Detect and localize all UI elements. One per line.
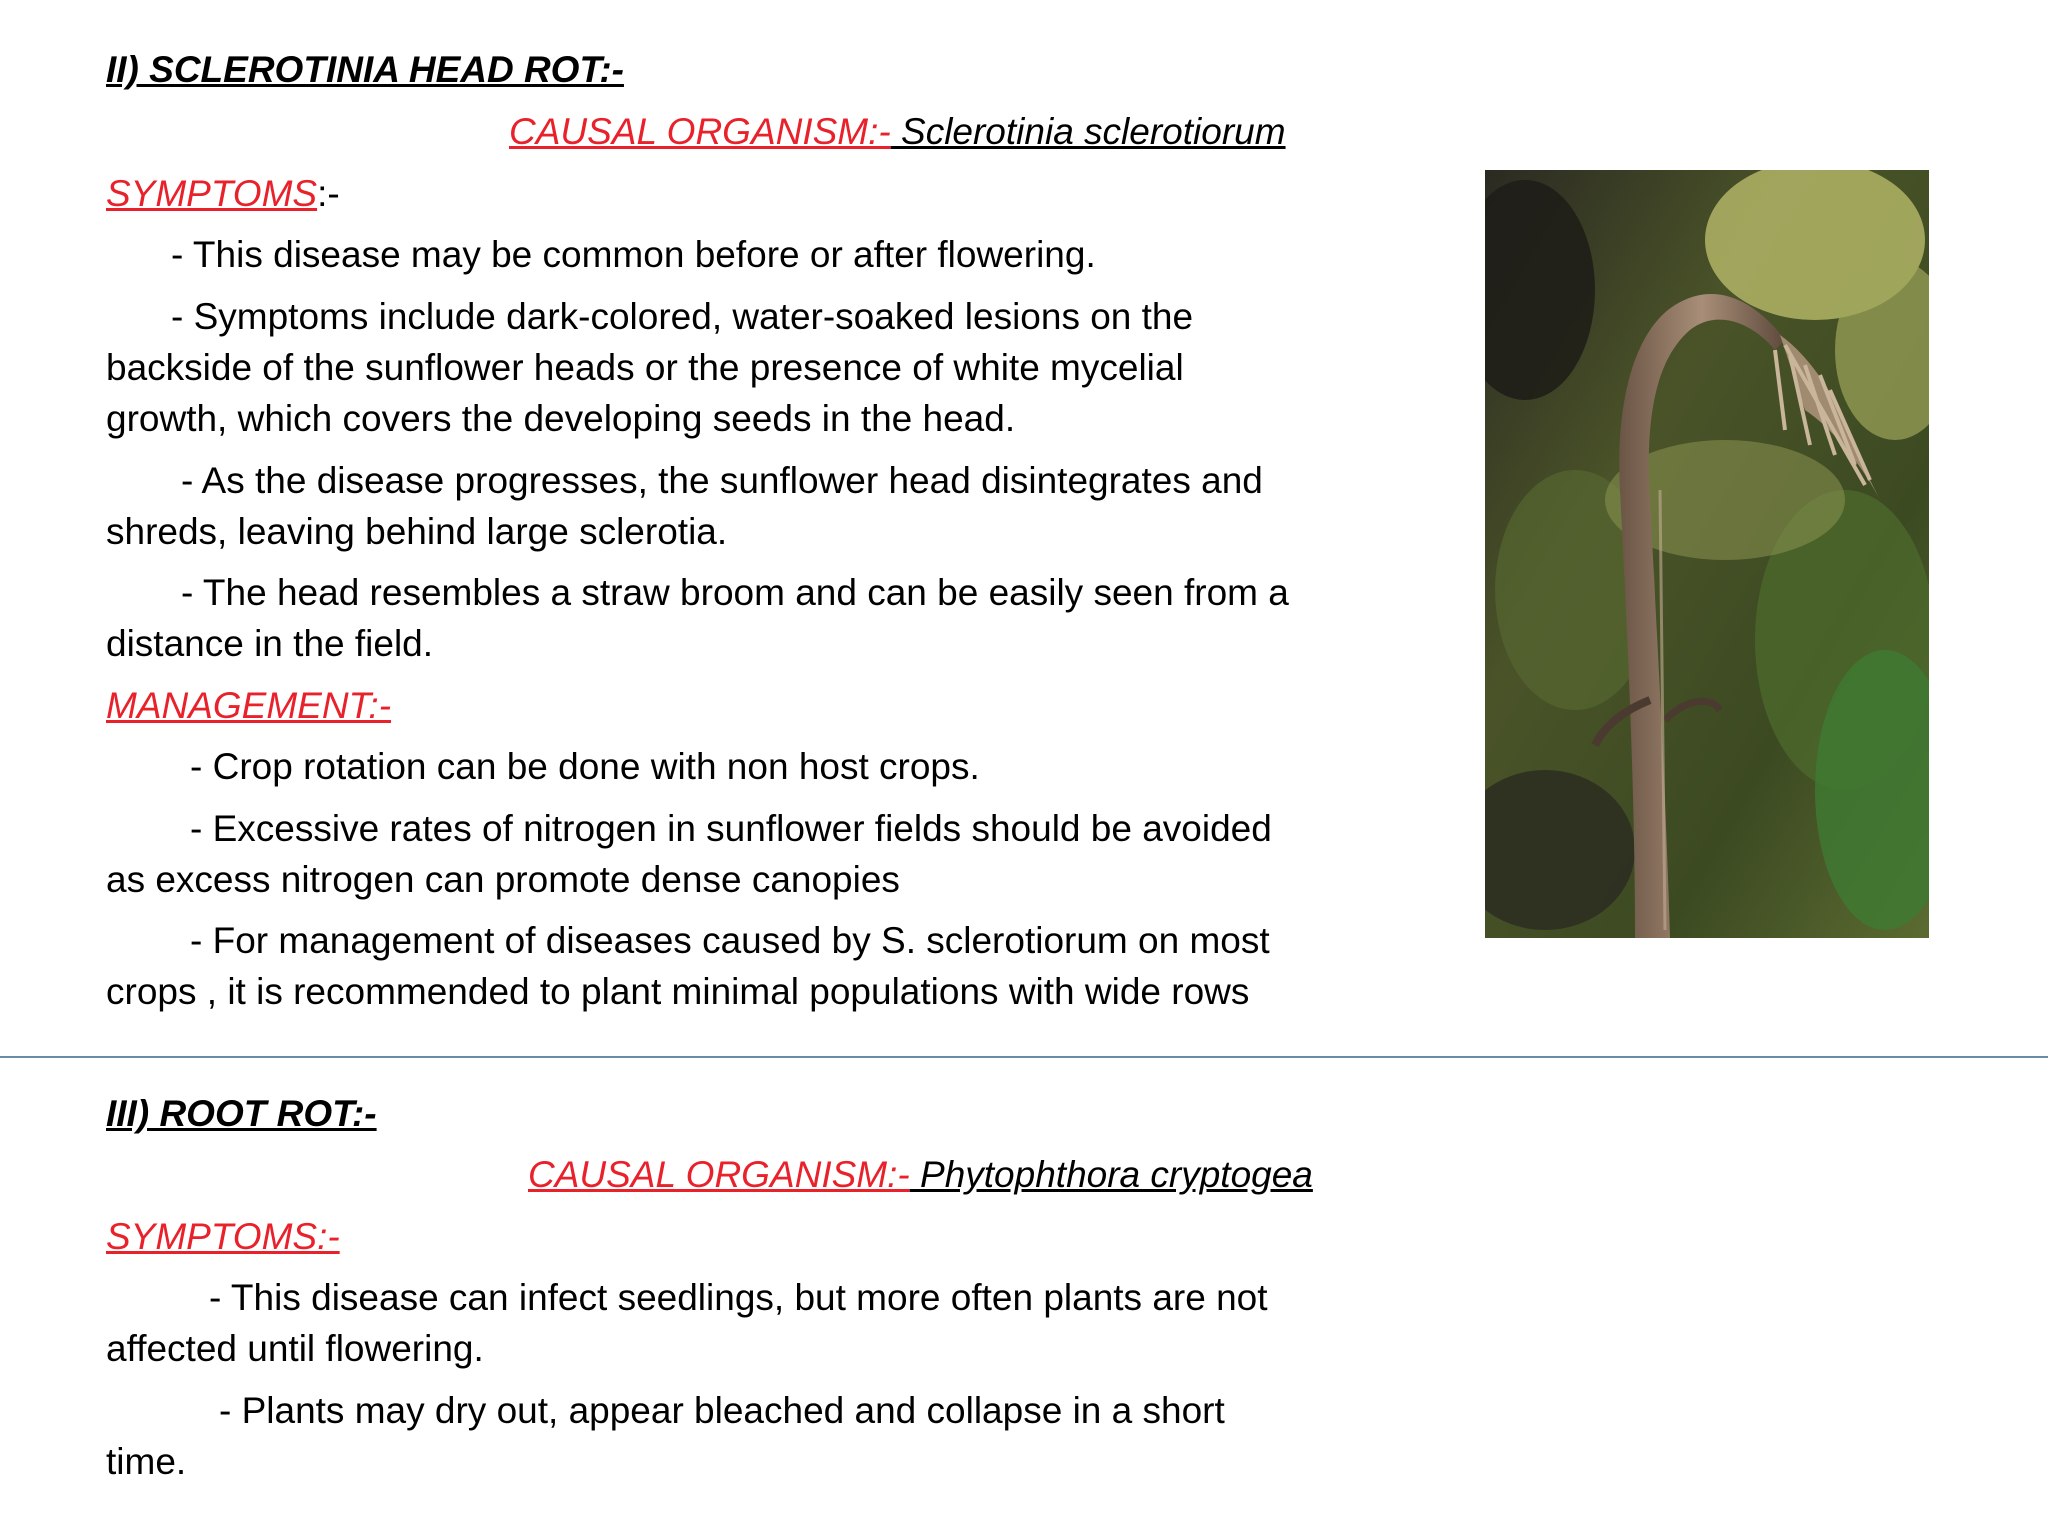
symptom-line: growth, which covers the developing seeds in the head. bbox=[106, 398, 1016, 439]
causal-organism-label: CAUSAL ORGANISM:- bbox=[528, 1154, 910, 1195]
symptom-line: - The head resembles a straw broom and can be easily seen from a bbox=[181, 572, 1289, 613]
sunflower-head-rot-photo bbox=[1485, 170, 1929, 938]
symptom-line: time. bbox=[106, 1441, 187, 1482]
management-line: - Crop rotation can be done with non host crops. bbox=[190, 746, 980, 787]
causal-organism-row bbox=[509, 106, 1286, 158]
management-line: - Excessive rates of nitrogen in sunflower fields should be avoided bbox=[190, 808, 1272, 849]
symptom-line: distance in the field. bbox=[106, 623, 434, 664]
management-line: crops , it is recommended to plant minimal populations with wide rows bbox=[106, 971, 1250, 1012]
slide-divider bbox=[0, 1056, 2048, 1058]
symptom-line: - Plants may dry out, appear bleached and collapse in a short bbox=[219, 1390, 1225, 1431]
symptom-line: affected until flowering. bbox=[106, 1328, 484, 1369]
symptoms-label: SYMPTOMS bbox=[106, 173, 318, 214]
section-heading-head-rot: II) SCLEROTINIA HEAD ROT:- bbox=[106, 49, 624, 90]
causal-organism-row bbox=[528, 1149, 1313, 1201]
symptoms-suffix: :- bbox=[317, 173, 340, 214]
symptom-line: - This disease can infect seedlings, but more often plants are not bbox=[209, 1277, 1268, 1318]
symptoms-label: SYMPTOMS:- bbox=[106, 1216, 340, 1257]
causal-organism-label: CAUSAL ORGANISM:- bbox=[509, 111, 891, 152]
symptom-line: backside of the sunflower heads or the presence of white mycelial bbox=[106, 347, 1184, 388]
causal-organism-name: Phytophthora cryptogea bbox=[909, 1154, 1313, 1195]
symptom-line: - As the disease progresses, the sunflower head disintegrates and bbox=[181, 460, 1263, 501]
management-label: MANAGEMENT:- bbox=[106, 685, 392, 726]
symptom-line: - Symptoms include dark-colored, water-soaked lesions on the bbox=[171, 296, 1194, 337]
symptoms-heading bbox=[106, 1211, 340, 1263]
section-heading-root-rot: III) ROOT ROT:- bbox=[106, 1093, 377, 1134]
causal-organism-name: Sclerotinia sclerotiorum bbox=[890, 111, 1286, 152]
management-line: as excess nitrogen can promote dense canopies bbox=[106, 859, 900, 900]
symptom-line: shreds, leaving behind large sclerotia. bbox=[106, 511, 728, 552]
symptoms-heading bbox=[106, 168, 340, 220]
symptom-line: - This disease may be common before or after flowering. bbox=[171, 234, 1096, 275]
slide-root-rot bbox=[0, 1060, 2048, 1536]
management-heading bbox=[106, 680, 391, 732]
management-line: - For management of diseases caused by S. sclerotiorum on most bbox=[190, 920, 1270, 961]
